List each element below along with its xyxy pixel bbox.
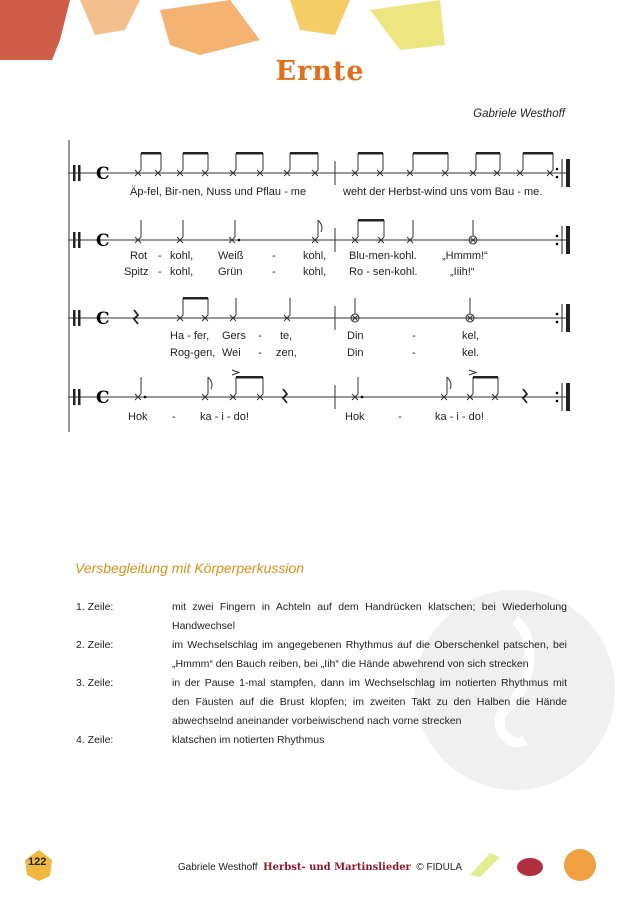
beam [358,219,384,222]
beam [236,152,263,155]
row-label: 3. Zeile: [76,677,114,689]
flag [318,220,322,232]
lyric: Blu-men-kohl. [349,250,417,262]
row-text: in der Pause 1-mal stampfen, dann im Wechselschlag im notierten Rhythmus mit den Fäusten auf die Brust klopfen; im zweiten Takt zu den Halben die Hände abwechselnd aneinander vorbeiwischend nach vorne strecken [172,677,567,727]
time-signature: C [96,231,110,251]
beam [183,152,208,155]
lyric: kohl, [303,266,327,278]
start-bar [73,310,76,326]
lyric: - [398,411,402,423]
instruction-row [76,731,567,750]
time-signature: C [96,309,110,329]
row-label: 2. Zeile: [76,639,114,651]
quarter-rest [523,389,527,403]
lyric: ka - i - do! [435,411,484,423]
instruction-row [76,636,567,674]
dot [144,396,147,399]
start-bar [78,389,81,405]
quarter-rest [283,389,287,403]
flag [208,377,212,389]
footer [0,862,640,873]
dot [238,239,241,242]
lyric: Ro - sen-kohl. [349,266,418,278]
lyric: Ha - fer, [170,330,210,342]
beam [523,152,553,155]
beam [290,152,318,155]
beam [236,376,263,379]
lyric: Rog-gen, [170,347,216,359]
footer-publisher: © FIDULA [416,862,463,873]
lyric: Gers [222,330,246,342]
row-text: mit zwei Fingern in Achteln auf dem Handrücken klatschen; bei Wiederholung Handwechsel [172,601,567,632]
lyric: weht der Herbst-wind uns vom Bau - me. [343,186,543,198]
lyric: - [172,411,176,423]
accent [469,370,476,375]
lyric: Hok [345,411,365,423]
lyric: Weiß [218,250,244,262]
time-signature: C [96,164,110,184]
end-bar [566,159,570,187]
lyric: Wei [222,347,241,359]
lyric: - [412,347,416,359]
repeat-dot [556,400,559,403]
lyric: Din [347,330,364,342]
start-bar [73,232,76,248]
beam [358,152,383,155]
repeat-dot [556,392,559,395]
footer-book: Herbst- und Martinslieder [263,862,411,873]
lyric: „Hmmm!“ [442,250,488,262]
flag [447,377,451,389]
beam [476,152,500,155]
beam [413,152,448,155]
lyric: kohl, [170,250,194,262]
repeat-dot [556,176,559,179]
start-bar [78,232,81,248]
lyric: - [158,250,162,262]
lyric: Äp-fel, Bir-nen, Nuss und Pflau - me [130,186,307,198]
end-bar [566,383,570,411]
beam [183,297,208,300]
end-bar [566,304,570,332]
start-bar [73,165,76,181]
beam [141,152,161,155]
lyric: - [412,330,416,342]
repeat-dot [556,313,559,316]
lyric: kel, [462,330,480,342]
accent [232,370,239,375]
lyric: Grün [218,266,243,278]
start-bar [73,389,76,405]
lyric: zen, [276,347,297,359]
lyric: Din [347,347,364,359]
lyric: kohl, [303,250,327,262]
start-bar [78,165,81,181]
repeat-dot [556,235,559,238]
lyric: - [258,347,262,359]
row-label: 4. Zeile: [76,734,114,746]
beam [473,376,498,379]
lyric: „Iiih!“ [450,266,475,278]
lyric: Rot [130,250,148,262]
lyric: Hok [128,411,148,423]
end-bar [566,226,570,254]
lyric: kel. [462,347,480,359]
repeat-dot [556,321,559,324]
repeat-dot [556,243,559,246]
row-text: im Wechselschlag im angegebenen Rhythmus auf die Oberschenkel patschen, bei „Hmmm“ den Bauch reiben, bei „Iih“ die Hände abwehrend von sich strecken [172,639,567,670]
instruction-row [76,674,567,731]
dot [361,396,364,399]
lyric: - [258,330,262,342]
footer-author: Gabriele Westhoff [177,862,258,873]
time-signature: C [96,388,110,408]
repeat-dot [556,168,559,171]
lyric: Spitz [124,266,149,278]
row-label: 1. Zeile: [76,601,114,613]
author: Gabriele Westhoff [473,108,565,120]
lyric: kohl, [170,266,194,278]
lyric: - [158,266,162,278]
instruction-row [76,598,567,636]
lyric: ka - i - do! [200,411,249,423]
lyric: - [272,250,276,262]
lyric: te, [280,330,293,342]
lyric: - [272,266,276,278]
start-bar [78,310,81,326]
quarter-rest [134,310,138,324]
instructions-list [76,598,567,750]
page-number: 122 [28,856,47,868]
song-title: Ernte [275,56,365,87]
row-text: klatschen im notierten Rhythmus [172,734,325,746]
section-heading: Versbegleitung mit Körperperkussion [75,560,305,576]
